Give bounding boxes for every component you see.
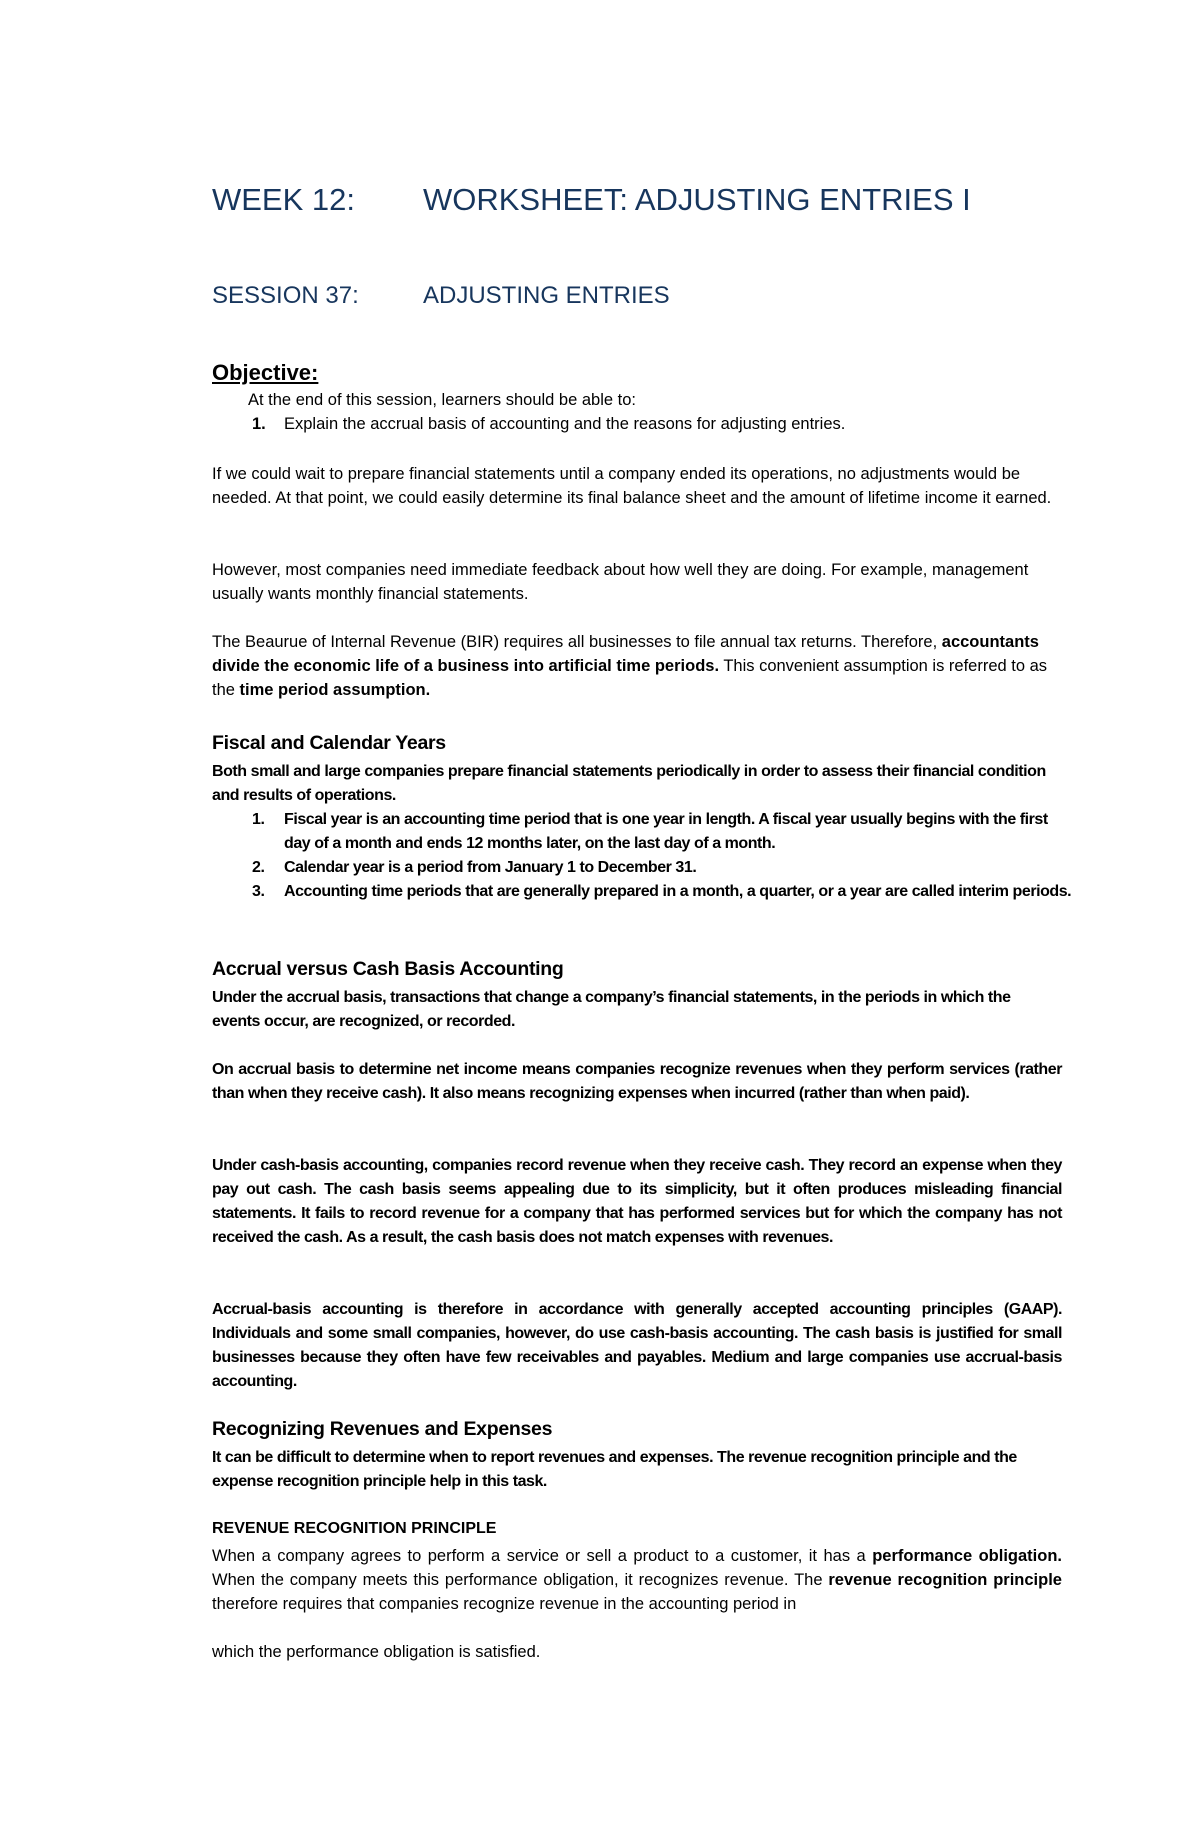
recognizing-paragraph: It can be difficult to determine when to report revenues and expenses. The revenue recognition principle and the expense recognition principle help in this task. [212,1449,1017,1490]
week-label: WEEK 12: [212,182,355,217]
fiscal-item-text: Fiscal year is an accounting time period that is one year in length. A fiscal year usually begins with the first day of a month and ends 12 months later, on the last day of a month. [284,811,1048,852]
recognizing-heading: Recognizing Revenues and Expenses [212,1418,553,1440]
fiscal-list-item [252,808,1074,856]
rrp-text-1: When a company agrees to perform a service or sell a product to a customer, it has a [212,1547,873,1565]
rrp-bold-1: performance obligation. [872,1547,1063,1565]
rrp-text-3: therefore requires that companies recognize revenue in the accounting period in [212,1595,797,1613]
fiscal-intro: Both small and large companies prepare financial statements periodically in order to assess their financial condition and results of operations. [212,763,1046,804]
revenue-principle-last-line: which the performance obligation is satisfied. [212,1643,541,1661]
fiscal-item-text: Calendar year is a period from January 1 to December 31. [284,859,697,876]
intro-p3-text-a: The Beaurue of Internal Revenue (BIR) requires all businesses to file annual tax returns. Therefore, [212,633,942,651]
intro-p3-bold-a: accountants divide the economic life of a business into artificial time periods. [212,633,1039,675]
accrual-paragraph-1: Under the accrual basis, transactions that change a company’s financial statements, in the periods in which the events occur, are recognized, or recorded. [212,989,1011,1030]
fiscal-item-number: 3. [252,883,265,900]
session-title: ADJUSTING ENTRIES [423,282,670,309]
rrp-text-2: When the company meets this performance obligation, it recognizes revenue. The [212,1571,829,1589]
intro-p3-bold-b: time period assumption. [239,681,431,699]
fiscal-list-item [252,880,1074,904]
fiscal-list-item [252,856,1074,880]
intro-paragraph-2: However, most companies need immediate feedback about how well they are doing. For example, management usually wants monthly financial statements. [212,561,1029,603]
intro-p3-text-b: This convenient assumption is referred to as the [212,657,1048,699]
week-title: WORKSHEET: ADJUSTING ENTRIES I [423,182,971,217]
intro-paragraph-3 [212,630,1062,702]
revenue-principle-heading: REVENUE RECOGNITION PRINCIPLE [212,1520,497,1537]
objective-item [252,412,1074,436]
objective-title: Objective: [212,360,319,385]
intro-paragraph-1: If we could wait to prepare financial statements until a company ended its operations, no adjustments would be needed. At that point, we could easily determine its final balance sheet and the amount of lifetime income it earned. [212,465,1052,507]
fiscal-heading: Fiscal and Calendar Years [212,732,446,754]
accrual-paragraph-2: On accrual basis to determine net income means companies recognize revenues when they perform services (rather than when they receive cash). It also means recognizing expenses when incurred (rather than when paid). [212,1061,1062,1102]
rrp-bold-2: revenue recognition principle [828,1571,1062,1589]
accrual-heading: Accrual versus Cash Basis Accounting [212,958,564,980]
objective-item-number: 1. [252,415,266,433]
objective-item-text: Explain the accrual basis of accounting and the reasons for adjusting entries. [284,415,846,433]
fiscal-item-text: Accounting time periods that are generally prepared in a month, a quarter, or a year are called interim periods. [284,883,1072,900]
objective-intro: At the end of this session, learners should be able to: [248,391,636,409]
fiscal-item-number: 1. [252,811,265,828]
session-label: SESSION 37: [212,282,359,309]
accrual-paragraph-3: Under cash-basis accounting, companies record revenue when they receive cash. They record an expense when they pay out cash. The cash basis seems appealing due to its simplicity, but it often produces misleading financial statements. It fails to record revenue for a company that has performed services but for which the company has not received the cash. As a result, the cash basis does not match expenses with revenues. [212,1157,1062,1246]
revenue-principle-paragraph [212,1544,1062,1616]
accrual-paragraph-4: Accrual-basis accounting is therefore in accordance with generally accepted accounting principles (GAAP). Individuals and some small companies, however, do use cash-basis accounting. The cash basis is justified for small businesses because they often have few receivables and payables. Medium and large companies use accrual-basis accounting. [212,1301,1062,1390]
fiscal-item-number: 2. [252,859,265,876]
